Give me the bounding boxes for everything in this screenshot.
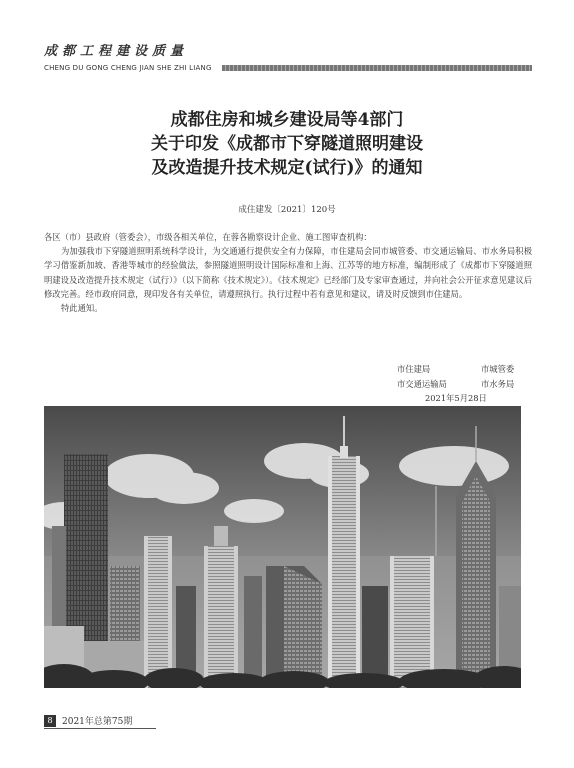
title-line: 关于印发《成都市下穿隧道照明建设: [151, 134, 423, 154]
signer-row: [397, 377, 514, 392]
signer-row: [397, 362, 514, 377]
issuing-authorities: [397, 362, 514, 406]
signer-name: 市城管委: [481, 364, 515, 374]
masthead-title-cn: 成都工程建设质量: [44, 44, 189, 59]
signer-name: 市水务局: [481, 378, 515, 389]
salutation: 各区（市）县政府（管委会），市级各相关单位，在蓉各勘察设计企业、施工图审查机构：: [44, 232, 372, 242]
closing-line: 特此通知。: [61, 303, 103, 314]
body-paragraph: 为加强我市下穿隧道照明系统科学设计，为交通通行提供安全有力保障，市住建局会同市城管委、市交通运输局、市水务局积极学习借鉴新加坡、香港等城市的经验做法，参照隧道照明设计国际标准和上海、江苏等的地方标准，编制形成了《成都市下穿隧道照明建设及改造提升技术规定（试行）》（以下简称《技术规定》）。《技术规定》已经部门及专家审查通过，并向社会公开征求意见建议后修改完善。经市政府同意，现印发各有关单位，请遵照执行。执行过程中若有意见和建议，请及时反馈到市住建局。: [44, 246, 532, 299]
signer-name: 市交通运输局: [397, 378, 447, 389]
document-number: 成住建发〔2021〕120号: [238, 205, 336, 215]
masthead-title-en: CHENG DU GONG CHENG JIAN SHE ZHI LIANG: [44, 64, 212, 72]
page-number: 8: [44, 715, 56, 727]
footer-rule: [44, 728, 156, 729]
title-line: 成都住房和城乡建设局等4部门: [170, 110, 404, 130]
issue-date: 2021年5月28日: [425, 393, 487, 404]
skyline-image: [44, 406, 521, 688]
title-line: 及改造提升技术规定(试行)》的通知: [151, 158, 423, 178]
article-body: [44, 230, 532, 315]
article-title: [0, 108, 574, 180]
signer-name: 市住建局: [397, 364, 431, 374]
issue-label: 2021年总第75期: [62, 717, 133, 727]
city-skyline-photo: [44, 406, 521, 688]
page-footer: [44, 714, 132, 727]
masthead-decorative-bar: [222, 65, 532, 71]
